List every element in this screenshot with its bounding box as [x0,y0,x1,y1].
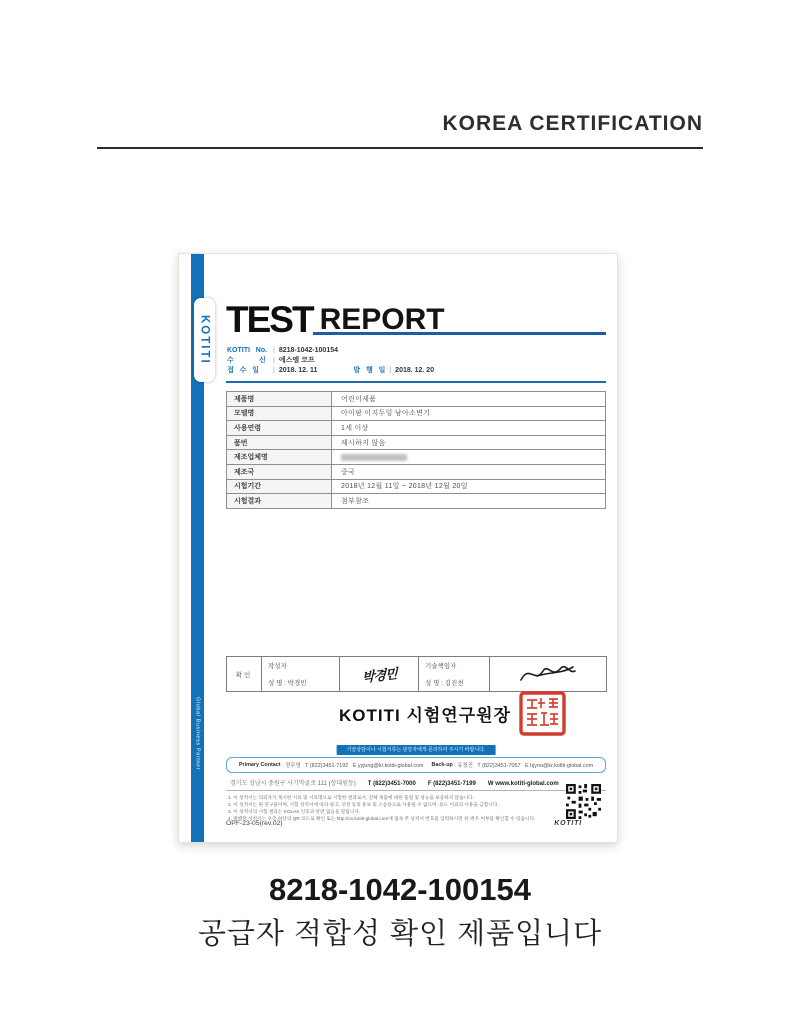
row-value: 어린이제품 [332,392,606,407]
note-line: 3. 이 성적서의 시험 결과는 KOLAS 인증과 관련 없음을 알립니다. [228,809,361,815]
note-line: 4. 발행된 성적서는 우측 하단의 QR 코드로 확인 또는 http://cs.kotiti-global.com에 접속 후 성적서 번호를 입력하시면 위·변조 여부를 확인할 수 있습니다. [228,816,536,822]
qr-verification-code-icon [566,784,601,819]
writer-signature-cell [340,657,419,692]
confirm-label: 확인 [227,657,262,692]
row-value: 제시하지 않음 [332,435,606,450]
meta-bottom-rule [226,381,606,383]
table-row [227,464,606,479]
meta-divider: | [273,366,275,374]
row-value: 첨부참조 [332,494,606,509]
row-value-redacted [332,450,606,465]
meta-divider: | [273,347,275,354]
footer-rule [226,790,606,791]
row-label: 시험결과 [227,494,332,509]
title-underline [313,303,606,337]
primary-contact-value: : 정무영 T (822)3451-7192 E yyjung@kr.kotiti-global.com [280,763,424,769]
meta-received-label: 접 수 일 [227,366,259,374]
received-date: 2018. 12. 11 [278,366,318,374]
redacted-manufacturer-name [341,454,407,461]
contact-box [226,757,606,773]
certificate-content [226,254,606,844]
red-director-seal-stamp-icon [519,691,566,736]
title-word-test: TEST [226,299,313,340]
address-fax: F (822)3451-7199 [427,781,476,787]
row-label: 사용연령 [227,421,332,436]
caption-block [0,872,800,952]
issued-date: 2018. 12. 20 [395,366,435,374]
note-line: 2. 이 성적서는 원 연구용이며, 시험 성적서에 따라 광고, 선전 등의 홍보 및 소송용으로 사용될 수 없으며, 용도 이외의 사용을 금합니다. [228,802,499,808]
certificate-footer [226,820,606,827]
meta-divider: | [389,366,392,374]
address-tel: T (822)3451-7000 [367,781,416,787]
address-row [230,778,606,787]
product-info-table [226,391,606,509]
test-report-certificate [178,253,618,843]
meta-row-number [227,346,607,356]
report-title [226,299,606,340]
row-label: 제조업체명 [227,450,332,465]
meta-issued-label: 발 행 일 [353,366,386,374]
page-title: KOREA CERTIFICATION [97,112,703,149]
table-row [227,657,607,692]
meta-row-dates [227,366,607,376]
tech-cell [419,657,490,692]
handwritten-signature-icon: 박경민 [361,665,397,685]
disclaimer-notes [228,794,554,822]
recipient-name: 에스엠 코프 [278,356,315,364]
kotiti-rail-tab [194,298,215,382]
table-row [227,479,606,494]
kotiti-vertical-logo: KOTITI [198,315,211,365]
primary-contact-label: Primary Contact [238,762,281,768]
doc-code: OPF-23-05(rev.02) [226,820,283,827]
meta-divider: | [273,356,275,364]
report-meta [227,346,607,375]
row-value: 아이팜 이지두잉 남아소변기 [332,406,606,421]
caption-report-number: 8218-1042-100154 [268,872,532,907]
row-label: 제품명 [227,392,332,407]
writer-name: 성 명 : 박경민 [268,680,307,687]
signature-scribble-icon [517,662,579,684]
row-value: 중국 [332,464,606,479]
table-row [227,435,606,450]
table-row [227,450,606,465]
row-label: 제조국 [227,464,332,479]
backup-contact-value: : 유청진 T (822)3451-7057 E hjyoo@kr.kotiti-global.com [452,763,594,769]
row-value: 1세 이상 [332,421,606,436]
footer-brand: KOTITI [554,820,582,827]
confirmation-signature-table [226,656,607,692]
note-line: 1. 이 성적서는 의뢰자가 제시한 시료 및 시료명으로 시험한 결과로서, 전체 제품에 대한 품질 및 성능을 보증하지 않습니다. [228,795,475,800]
table-row [227,406,606,421]
tech-title: 기술책임자 [425,663,457,670]
director-block [339,691,566,736]
backup-contact-label: Back-up [431,762,453,768]
notice-banner: 기술상담이나 시험서류는 담당자에게 문의하여 주시기 바랍니다. [337,745,496,755]
tech-name: 성 명 : 김진천 [425,680,464,687]
table-row [227,392,606,407]
writer-cell [262,657,340,692]
table-row [227,494,606,509]
meta-recipient-label: 수 신 [227,356,266,364]
address-street: 경기도 성남시 중원구 사기막골로 111 (상대원동) [230,781,356,787]
address-web: W www.kotiti-global.com [487,781,559,787]
meta-row-recipient [227,356,607,366]
row-value: 2018년 12월 11일 ~ 2018년 12월 20일 [332,479,606,494]
tech-signature-cell [490,657,607,692]
row-label: 시험기간 [227,479,332,494]
meta-no-label: KOTITI No. [227,347,268,354]
director-title: KOTITI 시험연구원장 [339,706,511,725]
report-number: 8218-1042-100154 [278,347,338,354]
row-label: 품번 [227,435,332,450]
writer-title: 작성자 [268,663,287,670]
title-word-report: REPORT [319,303,445,337]
caption-text: 공급자 적합성 확인 제품입니다 [197,918,603,950]
rail-slogan: Global Business Partner [194,696,201,770]
table-row [227,421,606,436]
row-label: 모델명 [227,406,332,421]
